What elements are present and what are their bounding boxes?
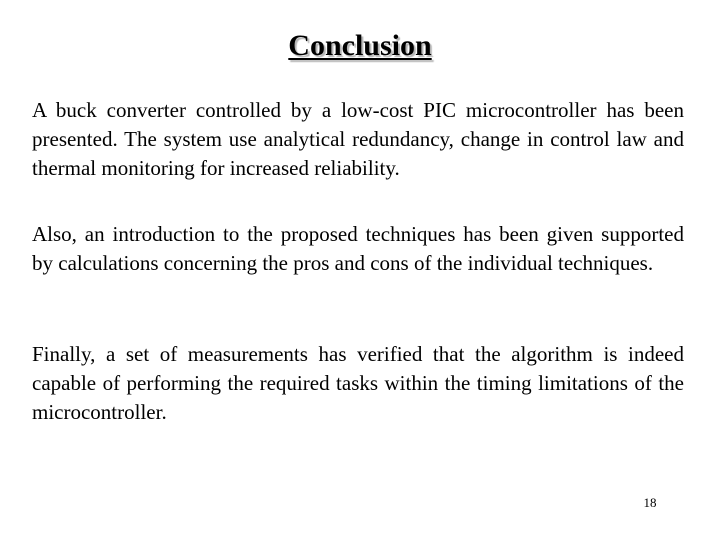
paragraph-introduction: Also, an introduction to the proposed techniques has been given supported by calculations concerning the pros and cons of the individual techniques. xyxy=(32,222,684,275)
slide-title: Conclusion xyxy=(288,29,432,62)
page-number: 18 xyxy=(643,495,657,510)
paragraph-measurements: Finally, a set of measurements has verified that the algorithm is indeed capable of performing the required tasks within the timing limitations of the microcontroller. xyxy=(32,342,684,424)
paragraph-summary: A buck converter controlled by a low-cost PIC microcontroller has been presented. The system use analytical redundancy, change in control law and thermal monitoring for increased reliability. xyxy=(32,98,684,180)
